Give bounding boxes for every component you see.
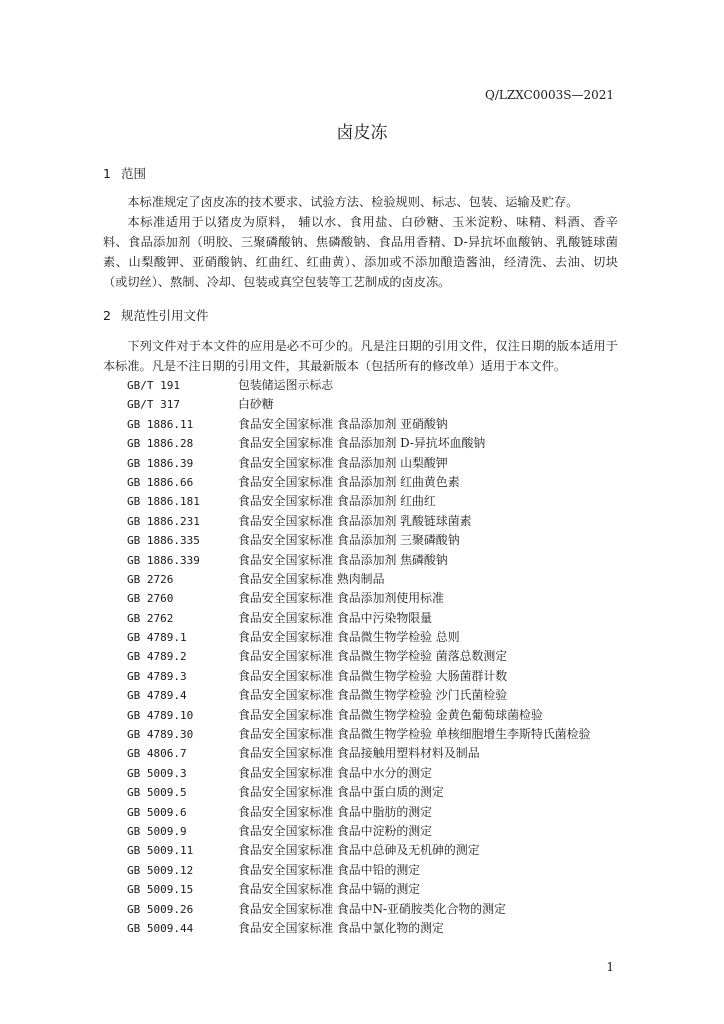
reference-code: GB 2726 [127, 572, 174, 586]
reference-item [127, 861, 590, 880]
reference-code: GB 1886.335 [127, 534, 200, 548]
reference-code: GB 5009.6 [127, 805, 187, 819]
reference-title: 食品安全国家标准 食品中N-亚硝胺类化合物的测定 [238, 901, 506, 916]
reference-item [127, 531, 590, 550]
reference-title: 食品安全国家标准 食品中水分的测定 [238, 765, 433, 780]
reference-item [127, 841, 590, 860]
reference-item [127, 686, 590, 705]
reference-title: 食品安全国家标准 食品添加剂使用标准 [238, 591, 444, 606]
reference-list [127, 376, 590, 938]
reference-item [127, 783, 590, 802]
reference-title: 食品安全国家标准 食品添加剂 乳酸链球菌素 [238, 513, 472, 528]
reference-item [127, 725, 590, 744]
reference-item [127, 919, 590, 938]
section-2-heading [103, 306, 209, 324]
reference-title: 食品安全国家标准 食品中淀粉的测定 [238, 823, 433, 838]
reference-item [127, 900, 590, 919]
section-2-title: 规范性引用文件 [121, 308, 209, 323]
section-2-number: 2 [103, 308, 111, 323]
reference-title: 食品安全国家标准 食品中蛋白质的测定 [238, 785, 444, 800]
references-intro-paragraph: 下列文件对于本文件的应用是必不可少的。凡是注日期的引用文件，仅注日期的版本适用于本标准。凡是不注日期的引用文件，其最新版本（包括所有的修改单）适用于本文件。 [103, 339, 618, 373]
reference-title: 食品安全国家标准 食品微生物学检验 单核细胞增生李斯特氏菌检验 [238, 727, 591, 742]
reference-title: 食品安全国家标准 食品添加剂 红曲红 [238, 494, 436, 509]
reference-item [127, 415, 590, 434]
reference-code: GB 2760 [127, 592, 174, 606]
reference-title: 食品安全国家标准 食品添加剂 焦磷酸钠 [238, 552, 448, 567]
reference-title: 食品安全国家标准 食品添加剂 D-异抗坏血酸钠 [238, 436, 486, 451]
reference-code: GB 1886.39 [127, 456, 194, 470]
reference-title: 食品安全国家标准 食品中脂肪的测定 [238, 804, 433, 819]
section-1-heading [103, 164, 146, 182]
scope-paragraph-1: 本标准规定了卤皮冻的技术要求、试验方法、检验规则、标志、包装、运输及贮存。 [127, 195, 579, 209]
reference-title: 食品安全国家标准 食品微生物学检验 大肠菌群计数 [238, 668, 508, 683]
reference-title: 食品安全国家标准 食品微生物学检验 总则 [238, 630, 460, 645]
reference-item [127, 434, 590, 453]
reference-code: GB 1886.66 [127, 475, 194, 489]
reference-code: GB 1886.11 [127, 417, 194, 431]
reference-code: GB 5009.5 [127, 786, 187, 800]
reference-code: GB 1886.28 [127, 437, 194, 451]
reference-title: 食品安全国家标准 食品中氯化物的测定 [238, 920, 444, 935]
reference-item [127, 512, 590, 531]
reference-code: GB/T 317 [127, 398, 180, 412]
reference-code: GB 4789.30 [127, 728, 194, 742]
reference-code: GB 4789.4 [127, 689, 187, 703]
standard-code: Q/LZXC0003S—2021 [485, 88, 614, 102]
reference-code: GB 5009.3 [127, 766, 187, 780]
document-title: 卤皮冻 [336, 123, 388, 143]
reference-code: GB 5009.9 [127, 824, 187, 838]
reference-code: GB 1886.339 [127, 553, 200, 567]
reference-item [127, 473, 590, 492]
reference-title: 食品安全国家标准 熟肉制品 [238, 571, 385, 586]
reference-item [127, 454, 590, 473]
reference-code: GB 1886.181 [127, 495, 200, 509]
reference-code: GB 4789.3 [127, 669, 187, 683]
reference-title: 食品安全国家标准 食品中污染物限量 [238, 610, 433, 625]
reference-title: 食品安全国家标准 食品添加剂 红曲黄色素 [238, 474, 460, 489]
reference-title: 食品安全国家标准 食品添加剂 山梨酸钾 [238, 455, 448, 470]
reference-item [127, 764, 590, 783]
reference-item [127, 609, 590, 628]
reference-code: GB 5009.15 [127, 883, 194, 897]
reference-code: GB 5009.12 [127, 863, 194, 877]
reference-title: 食品安全国家标准 食品添加剂 三聚磷酸钠 [238, 533, 460, 548]
reference-code: GB 4789.2 [127, 650, 187, 664]
reference-code: GB/T 191 [127, 379, 180, 392]
reference-item [127, 880, 590, 899]
reference-code: GB 4789.10 [127, 708, 194, 722]
reference-title: 食品安全国家标准 食品微生物学检验 菌落总数测定 [238, 649, 508, 664]
reference-title: 食品安全国家标准 食品微生物学检验 沙门氏菌检验 [238, 688, 508, 703]
reference-title: 食品安全国家标准 食品微生物学检验 金黄色葡萄球菌检验 [238, 707, 543, 722]
reference-item [127, 822, 590, 841]
reference-item [127, 492, 590, 511]
reference-title: 食品安全国家标准 食品中总砷及无机砷的测定 [238, 843, 480, 858]
reference-title: 白砂糖 [238, 397, 274, 412]
scope-paragraph-2: 本标准适用于以猪皮为原料， 辅以水、食用盐、白砂糖、玉米淀粉、味精、料酒、香辛料、食品添加剂（明胶、三聚磷酸钠、焦磷酸钠、食品用香精、D-异抗坏血酸钠、乳酸链球菌素、山梨酸钾、亚硝酸钠、红曲红、红曲黄）、添加或不添加酿造酱油，经清洗、去油、切块（或切丝）、熬制、冷却、包装或真空包装等工艺制成的卤皮冻。 [103, 215, 618, 289]
section-1-title: 范围 [121, 166, 147, 181]
reference-item [127, 647, 590, 666]
page-number: 1 [606, 960, 614, 974]
reference-item [127, 667, 590, 686]
reference-item [127, 744, 590, 763]
reference-code: GB 5009.11 [127, 844, 194, 858]
reference-item [127, 551, 590, 570]
reference-item [127, 570, 590, 589]
reference-code: GB 4806.7 [127, 747, 187, 761]
reference-title: 食品安全国家标准 食品添加剂 亚硝酸钠 [238, 416, 448, 431]
reference-code: GB 1886.231 [127, 514, 200, 528]
reference-title: 包装储运图示标志 [238, 378, 334, 392]
reference-code: GB 2762 [127, 611, 174, 625]
reference-title: 食品安全国家标准 食品接触用塑料材料及制品 [238, 746, 480, 761]
reference-title: 食品安全国家标准 食品中铅的测定 [238, 862, 421, 877]
section-1-body [103, 192, 618, 292]
section-1-number: 1 [103, 166, 111, 181]
reference-item [127, 376, 590, 395]
reference-code: GB 5009.44 [127, 921, 194, 935]
reference-item [127, 706, 590, 725]
reference-item [127, 628, 590, 647]
reference-item [127, 395, 590, 414]
reference-code: GB 4789.1 [127, 631, 187, 645]
reference-code: GB 5009.26 [127, 902, 194, 916]
section-2-body [103, 336, 618, 376]
reference-item [127, 589, 590, 608]
reference-item [127, 803, 590, 822]
reference-title: 食品安全国家标准 食品中镉的测定 [238, 882, 421, 897]
